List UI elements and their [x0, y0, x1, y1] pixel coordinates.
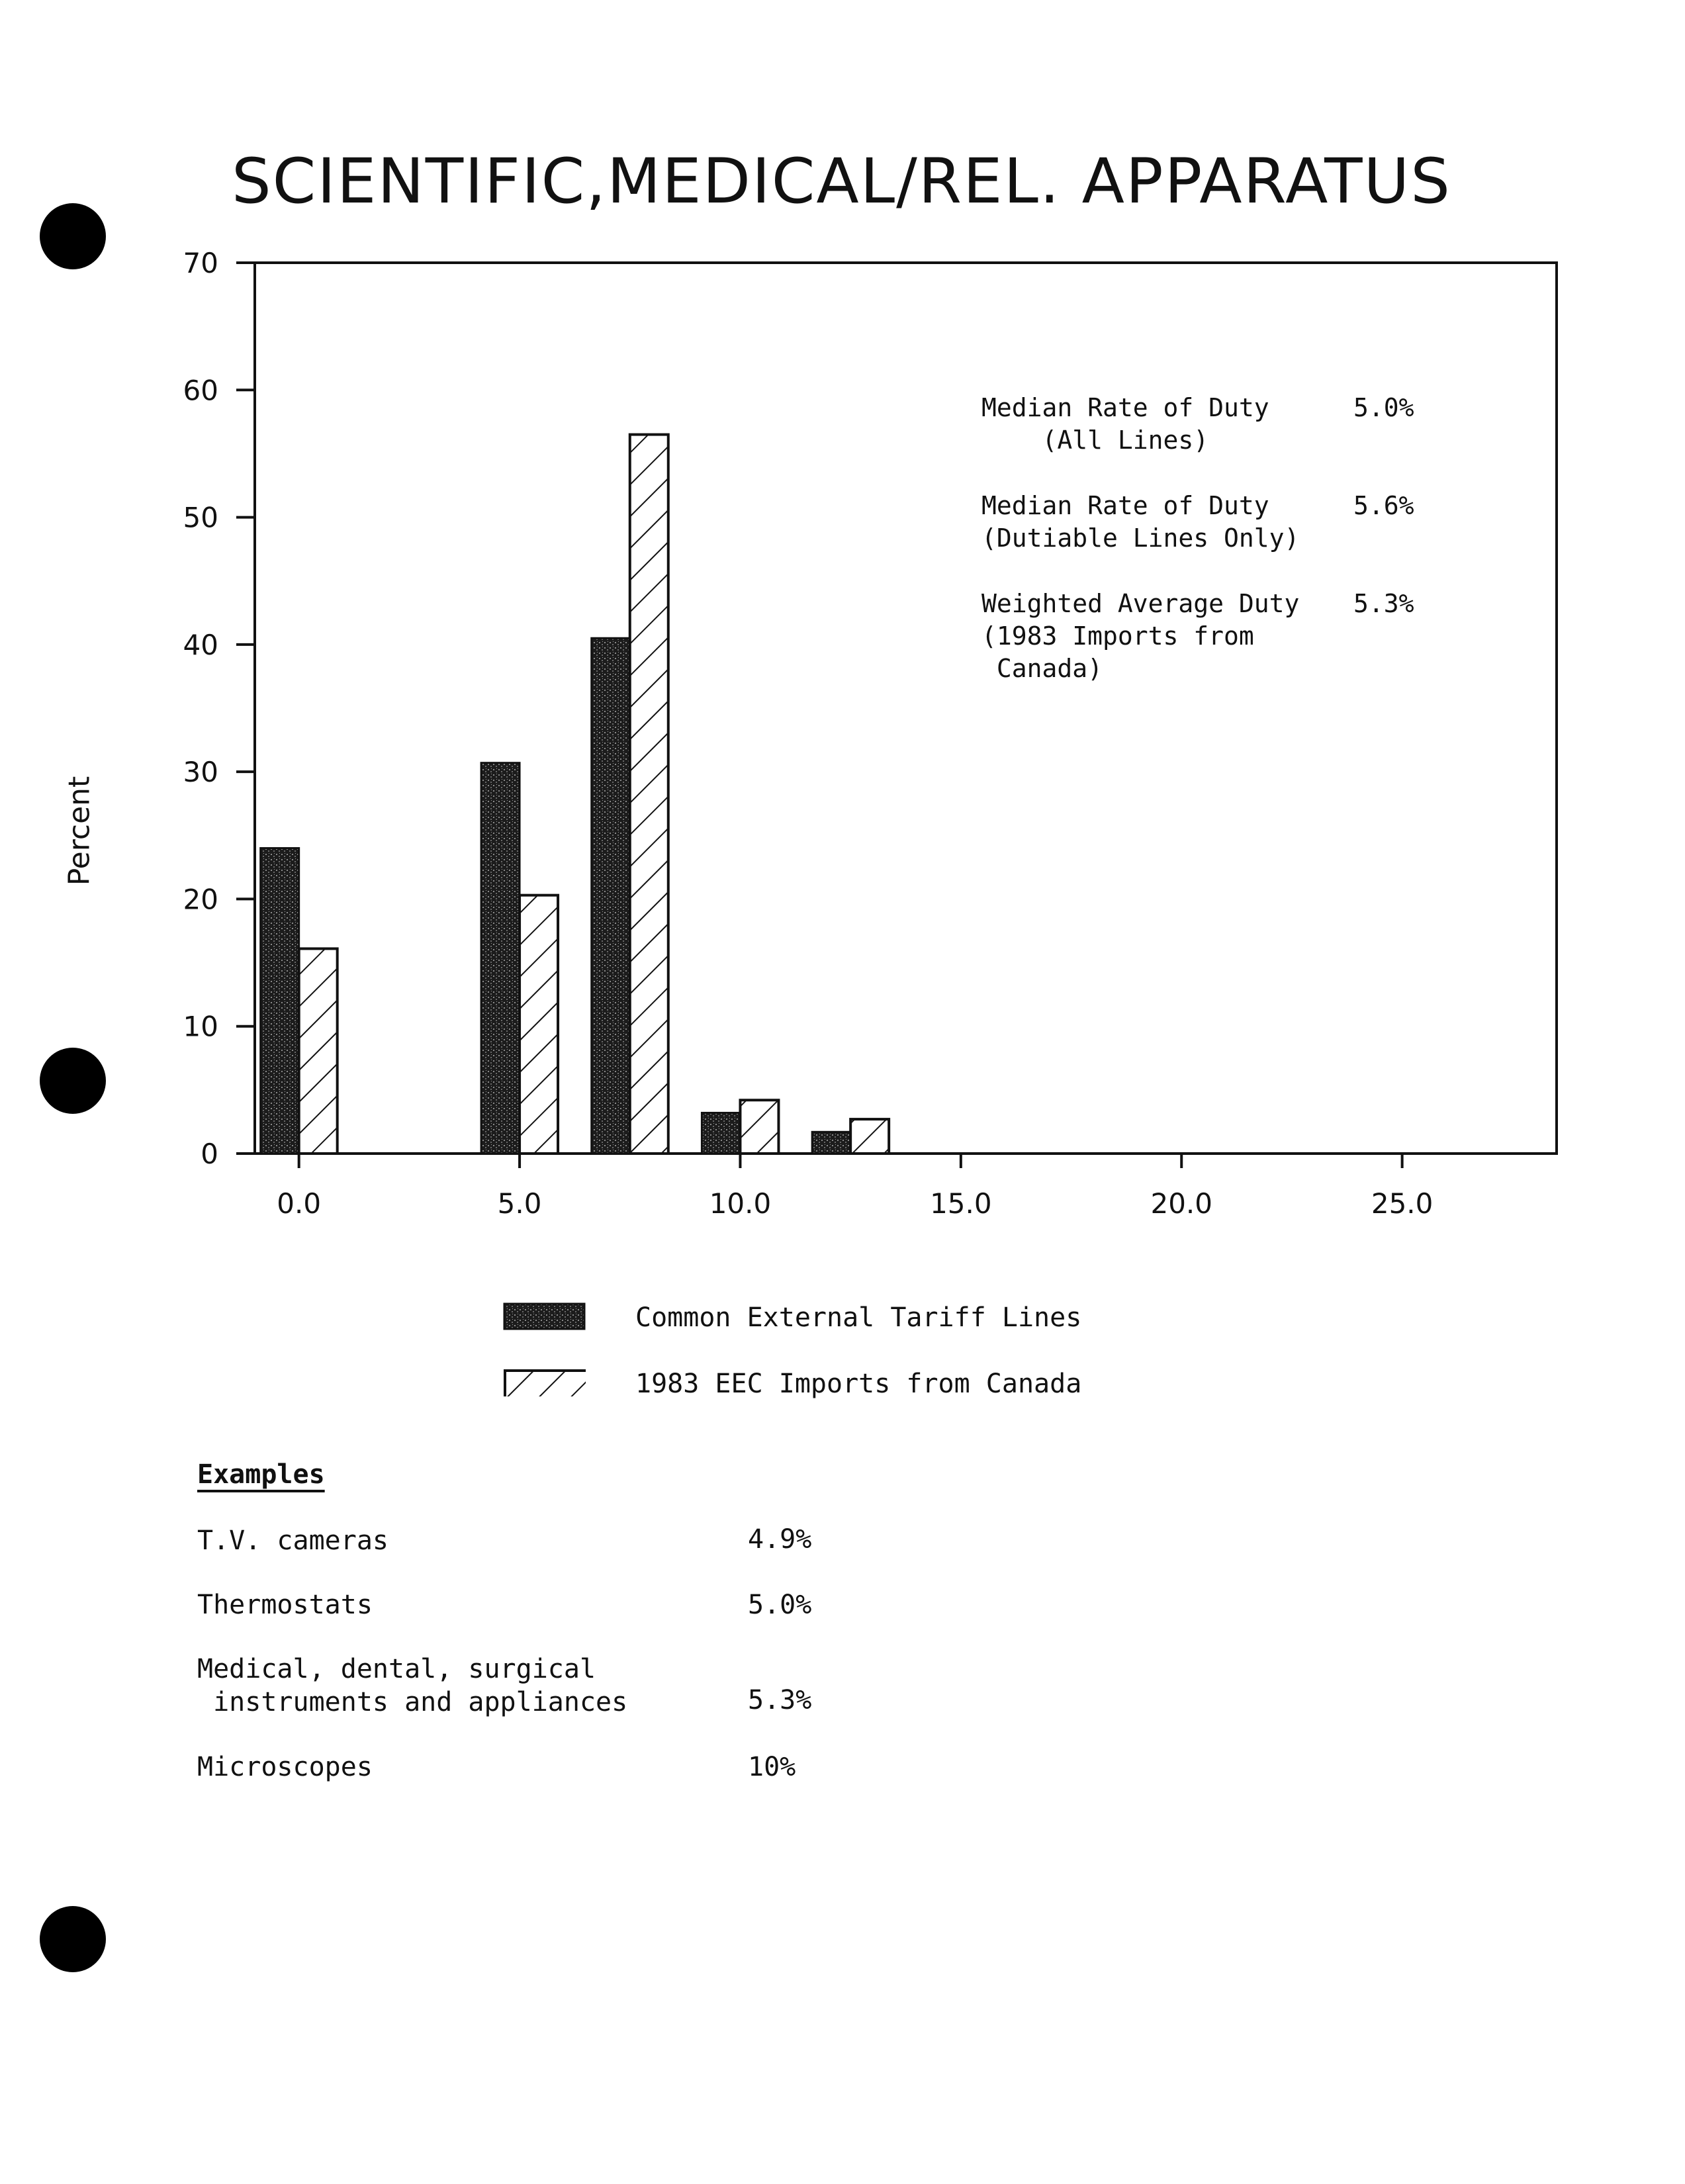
examples-heading: Examples: [197, 1459, 325, 1490]
bar-imports: [299, 948, 338, 1154]
binder-hole-bottom: [40, 1906, 106, 1972]
legend-swatch-hatch: [503, 1369, 586, 1396]
legend-label-imports: 1983 EEC Imports from Canada: [635, 1369, 1082, 1399]
bar-imports: [740, 1100, 778, 1154]
x-tick-label: 5.0: [497, 1187, 542, 1220]
example-value: 4.9%: [748, 1524, 812, 1555]
y-tick-label: 0: [201, 1138, 218, 1170]
y-tick-label: 40: [183, 628, 218, 661]
legend-swatch-stipple: [503, 1302, 586, 1330]
y-tick-label: 70: [183, 247, 218, 279]
example-name: Medical, dental, surgical instruments and appliances: [197, 1654, 628, 1717]
stat-median-dutiable-value: 5.6%: [1353, 491, 1414, 520]
x-tick-label: 0.0: [277, 1187, 322, 1220]
stat-median-dutiable-label: Median Rate of Duty (Dutiable Lines Only): [981, 491, 1300, 553]
y-tick-label: 10: [183, 1010, 218, 1043]
x-tick-label: 25.0: [1371, 1187, 1434, 1220]
example-value: 5.0%: [748, 1590, 812, 1620]
x-tick-label: 20.0: [1150, 1187, 1212, 1220]
bar-imports: [520, 895, 558, 1154]
bar-imports: [850, 1119, 889, 1154]
y-tick-label: 50: [183, 501, 218, 534]
y-tick-label: 60: [183, 374, 218, 407]
bars: [261, 435, 889, 1154]
stat-median-all-value: 5.0%: [1353, 393, 1414, 422]
stat-weighted-average-label: Weighted Average Duty (1983 Imports from Canada): [981, 589, 1300, 683]
page-title: SCIENTIFIC,MEDICAL/REL. APPARATUS: [232, 146, 1451, 218]
example-name: Microscopes: [197, 1752, 373, 1782]
bar-cet: [812, 1132, 850, 1154]
legend-label-cet: Common External Tariff Lines: [635, 1302, 1082, 1333]
y-tick-label: 20: [183, 883, 218, 916]
x-tick-label: 10.0: [709, 1187, 772, 1220]
example-value: 10%: [748, 1752, 796, 1782]
legend-item-imports: [503, 1369, 1165, 1408]
bar-imports: [630, 435, 668, 1154]
y-axis-label: Percent: [62, 776, 97, 886]
legend-item-cet: [503, 1302, 1165, 1342]
example-value: 5.3%: [748, 1685, 812, 1715]
y-tick-label: 30: [183, 756, 218, 789]
bar-cet: [481, 763, 520, 1154]
bar-cet: [261, 848, 299, 1154]
bar-cet: [702, 1113, 740, 1154]
stat-median-all-label: Median Rate of Duty (All Lines): [981, 393, 1269, 455]
bar-cet: [592, 638, 630, 1154]
example-name: T.V. cameras: [197, 1525, 388, 1556]
stat-weighted-average-value: 5.3%: [1353, 589, 1414, 618]
x-tick-label: 15.0: [930, 1187, 992, 1220]
example-name: Thermostats: [197, 1590, 373, 1620]
